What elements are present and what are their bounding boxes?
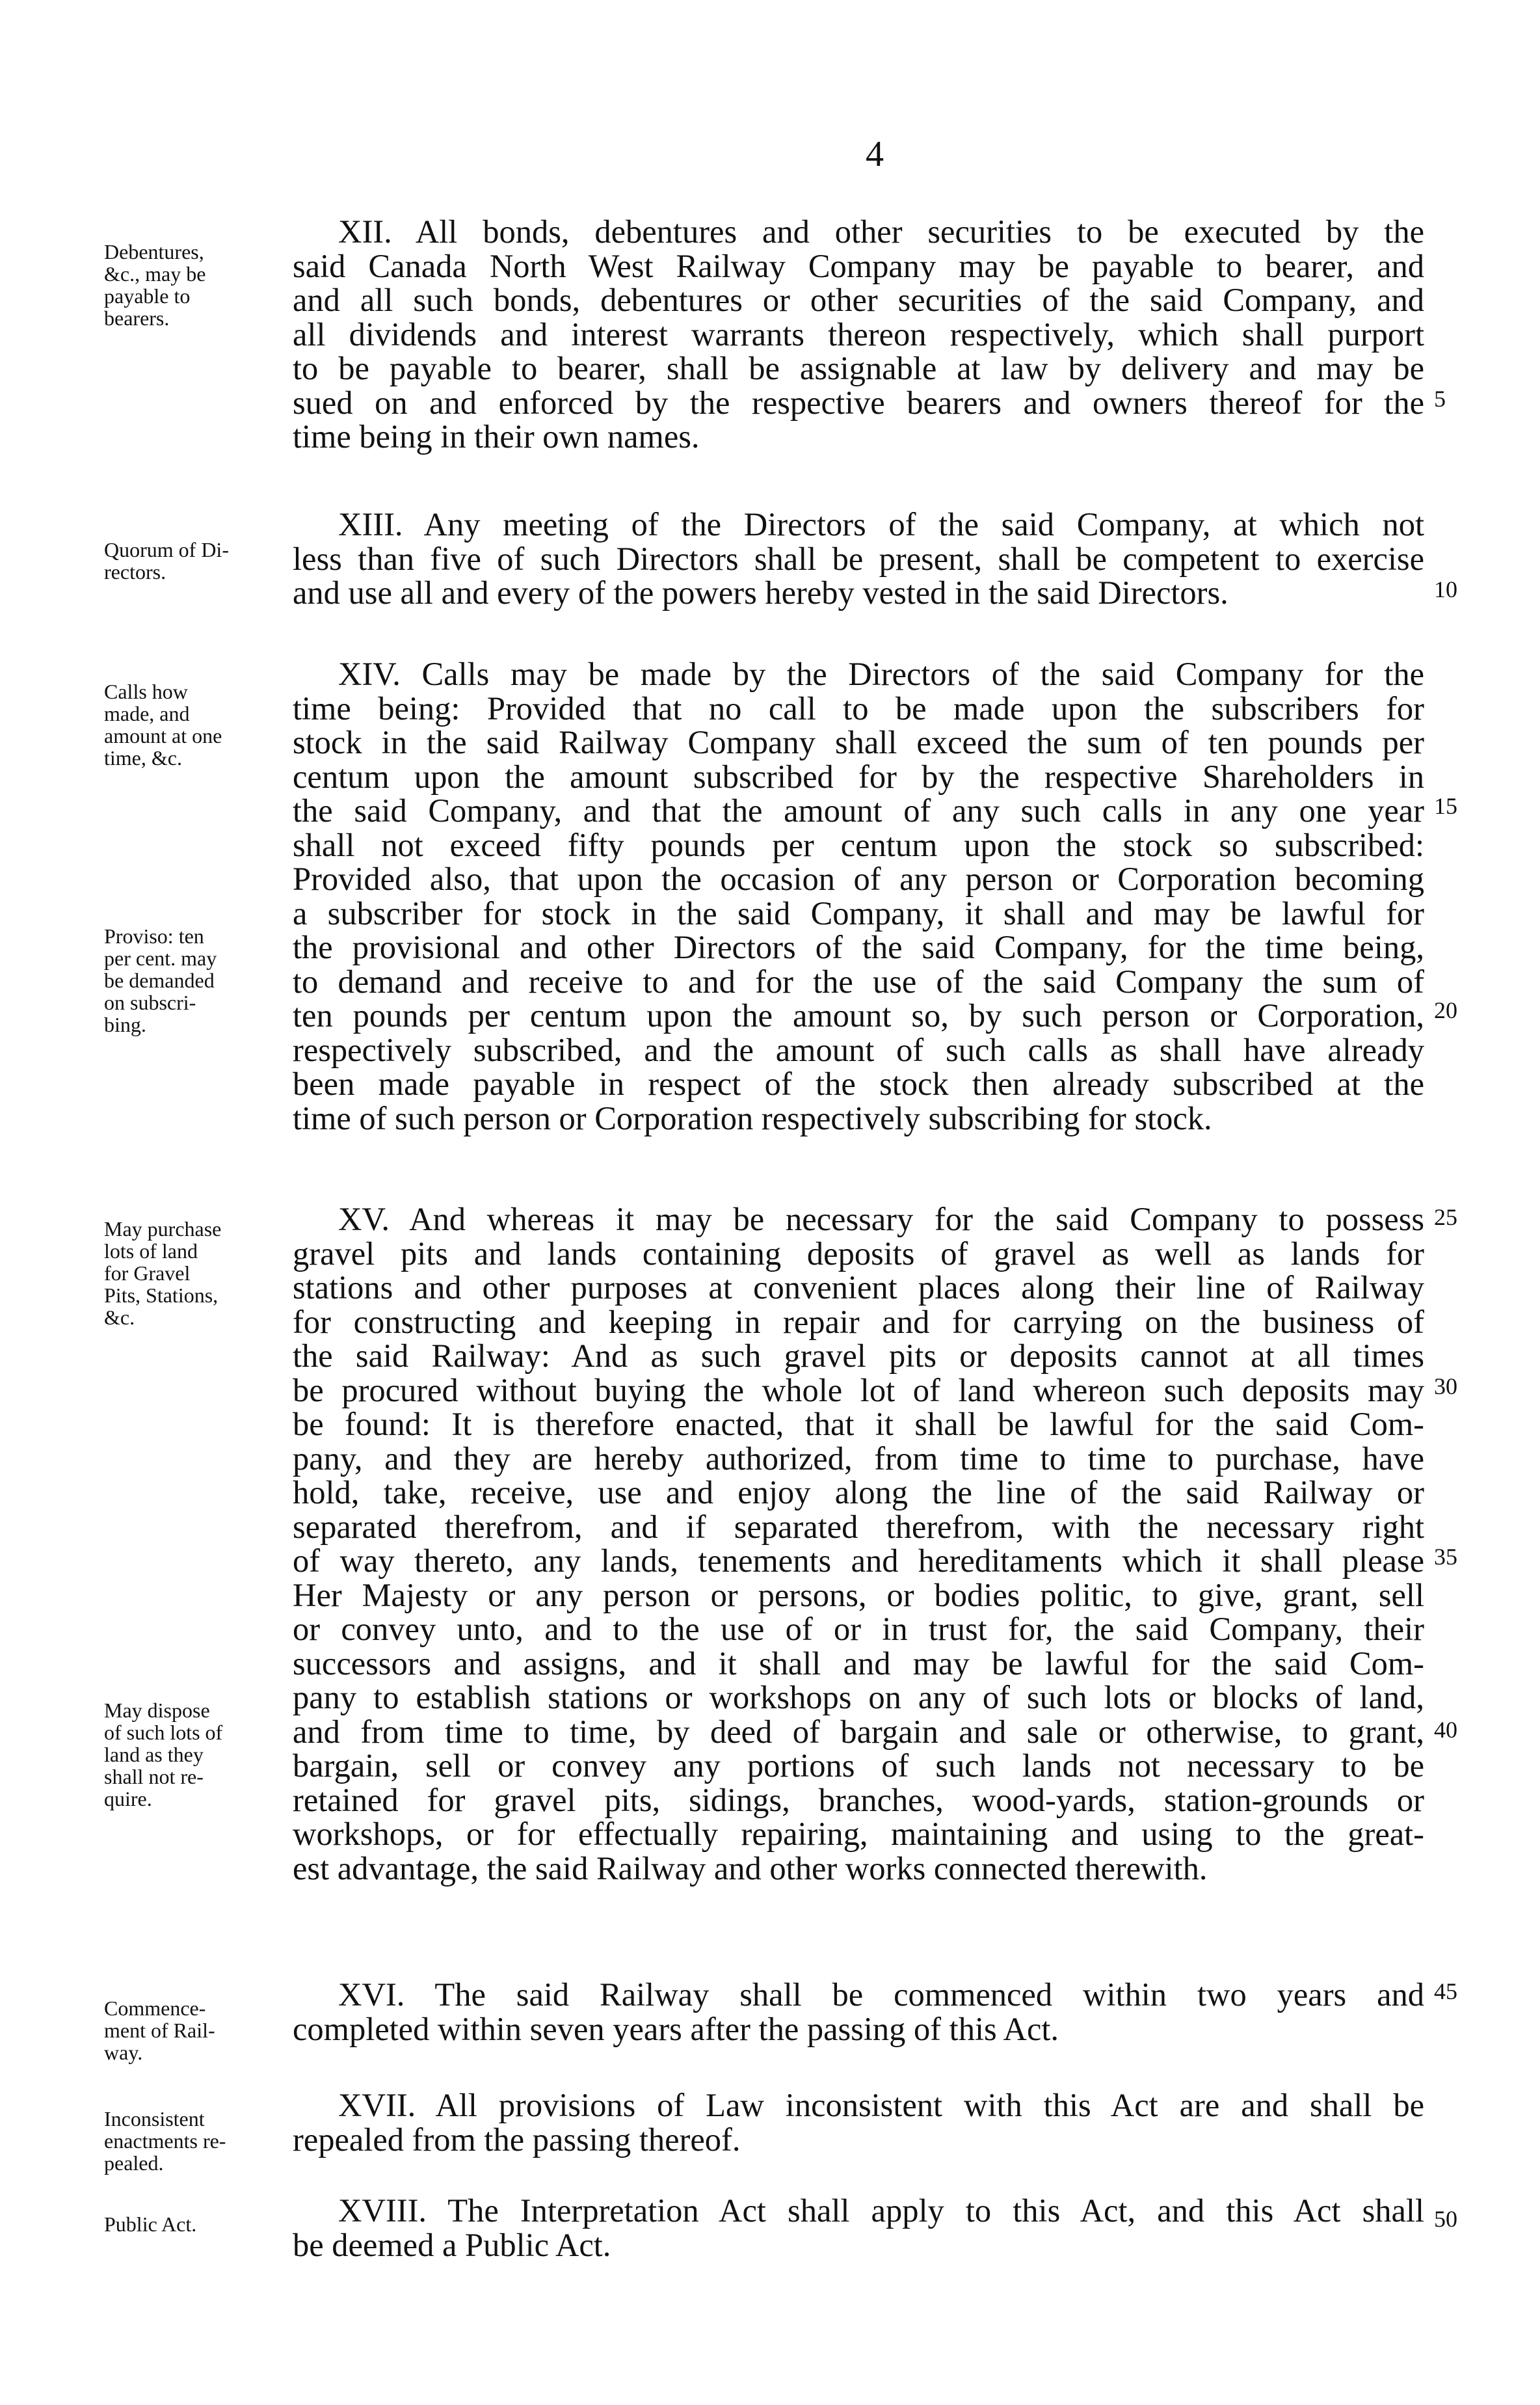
text-line: XIII. Any meeting of the Directors of the said Company, at which not bbox=[338, 506, 1424, 543]
margin-note-line: be demanded bbox=[104, 969, 215, 992]
margin-note-line: on subscri- bbox=[104, 991, 196, 1014]
text-line: pany, and they are hereby authorized, from time to time to purchase, have bbox=[293, 1440, 1424, 1477]
margin-note-line: made, and bbox=[104, 702, 190, 725]
margin-note-line: payable to bbox=[104, 284, 191, 308]
margin-note-quorum bbox=[104, 539, 289, 583]
text-line: be found: It is therefore enacted, that it shall be lawful for the said Com- bbox=[293, 1406, 1424, 1442]
text-line: and all such bonds, debentures or other securities of the said Company, and bbox=[293, 282, 1424, 318]
line-number: 35 bbox=[1434, 1544, 1457, 1570]
text-line: to be payable to bearer, shall be assignable at law by delivery and may be bbox=[293, 350, 1424, 386]
line-number: 40 bbox=[1434, 1717, 1457, 1743]
margin-note-calls bbox=[104, 680, 289, 769]
text-line: XII. All bonds, debentures and other securities to be executed by the bbox=[338, 213, 1424, 250]
text-line: shall not exceed fifty pounds per centum upon the stock so subscribed: bbox=[293, 826, 1424, 863]
text-line: Provided also, that upon the occasion of any person or Corporation becoming bbox=[293, 861, 1424, 897]
text-line: hold, take, receive, use and enjoy along the line of the said Railway or bbox=[293, 1474, 1424, 1511]
text-line: to demand and receive to and for the use of the said Company the sum of bbox=[293, 963, 1424, 1000]
section-xvi bbox=[293, 1978, 1424, 2046]
margin-note-line: May dispose bbox=[104, 1699, 210, 1722]
text-line: pany to establish stations or workshops on any of such lots or blocks of land, bbox=[293, 1679, 1424, 1715]
margin-note-line: bing. bbox=[104, 1013, 146, 1036]
margin-note-line: Calls how bbox=[104, 680, 188, 703]
margin-note-line: bearers. bbox=[104, 306, 170, 330]
text-line: be procured without buying the whole lot of land whereon such deposits may bbox=[293, 1371, 1424, 1408]
margin-note-line: of such lots of bbox=[104, 1721, 223, 1744]
text-line: be deemed a Public Act. bbox=[293, 2226, 611, 2263]
margin-note-line: Quorum of Di- bbox=[104, 538, 229, 561]
line-number: 10 bbox=[1434, 576, 1457, 602]
page-number: 4 bbox=[866, 134, 884, 174]
text-line: centum upon the amount subscribed for by the respective Shareholders in bbox=[293, 758, 1424, 795]
margin-note-line: &c., may be bbox=[104, 262, 206, 286]
text-line: of way thereto, any lands, tenements and hereditaments which it shall please bbox=[293, 1542, 1424, 1579]
margin-note-line: for Gravel bbox=[104, 1261, 191, 1285]
section-xvii bbox=[293, 2088, 1424, 2156]
section-xviii bbox=[293, 2194, 1424, 2262]
line-number: 5 bbox=[1434, 386, 1446, 412]
margin-note-line: enactments re- bbox=[104, 2129, 226, 2153]
section-xii bbox=[293, 215, 1424, 454]
margin-note-line: quire. bbox=[104, 1787, 152, 1810]
section-xv bbox=[293, 1202, 1424, 1885]
margin-note-line: &c. bbox=[104, 1306, 135, 1329]
line-number: 30 bbox=[1434, 1373, 1457, 1399]
text-line: XVIII. The Interpretation Act shall apply to this Act, and this Act shall bbox=[338, 2192, 1424, 2229]
text-line: respectively subscribed, and the amount of such calls as shall have already bbox=[293, 1031, 1424, 1068]
margin-note-line: shall not re- bbox=[104, 1765, 204, 1788]
margin-note-dispose bbox=[104, 1699, 289, 1810]
margin-note-public-act bbox=[104, 2213, 289, 2235]
text-line: the said Railway: And as such gravel pits or deposits cannot at all times bbox=[293, 1337, 1424, 1374]
margin-note-purchase bbox=[104, 1218, 289, 1328]
margin-note-line: Debentures, bbox=[104, 240, 204, 263]
text-line: stock in the said Railway Company shall exceed the sum of ten pounds per bbox=[293, 724, 1424, 760]
text-line: XIV. Calls may be made by the Directors of the said Company for the bbox=[338, 656, 1424, 692]
margin-note-line: amount at one bbox=[104, 724, 222, 747]
text-line: stations and other purposes at convenient places along their line of Railway bbox=[293, 1269, 1424, 1306]
margin-note-line: per cent. may bbox=[104, 947, 217, 970]
text-line: gravel pits and lands containing deposits of gravel as well as lands for bbox=[293, 1235, 1424, 1272]
margin-note-line: time, &c. bbox=[104, 746, 182, 770]
text-line: est advantage, the said Railway and other works connected therewith. bbox=[293, 1849, 1208, 1887]
text-line: completed within seven years after the passing of this Act. bbox=[293, 2010, 1059, 2047]
text-line: been made payable in respect of the stock then already subscribed at the bbox=[293, 1066, 1424, 1102]
margin-note-line: Proviso: ten bbox=[104, 924, 204, 948]
text-line: time of such person or Corporation respectively subscribing for stock. bbox=[293, 1099, 1212, 1136]
text-line: separated therefrom, and if separated therefrom, with the necessary right bbox=[293, 1508, 1424, 1545]
section-xiv bbox=[293, 657, 1424, 1135]
text-line: XV. And whereas it may be necessary for the said Company to possess bbox=[338, 1201, 1424, 1237]
margin-note-commencement bbox=[104, 1997, 289, 2063]
line-number: 20 bbox=[1434, 997, 1457, 1023]
margin-note-inconsistent bbox=[104, 2108, 289, 2174]
text-line: said Canada North West Railway Company may be payable to bearer, and bbox=[293, 247, 1424, 284]
text-line: ten pounds per centum upon the amount so, by such person or Corporation, bbox=[293, 997, 1424, 1034]
text-line: and use all and every of the powers hereby vested in the said Directors. bbox=[293, 574, 1228, 611]
text-line: retained for gravel pits, sidings, branches, wood-yards, station-grounds or bbox=[293, 1781, 1424, 1818]
text-line: bargain, sell or convey any portions of such lands not necessary to be bbox=[293, 1747, 1424, 1784]
text-line: for constructing and keeping in repair and for carrying on the business of bbox=[293, 1303, 1424, 1340]
margin-note-proviso bbox=[104, 925, 289, 1036]
section-xiii bbox=[293, 507, 1424, 610]
margin-note-line: way. bbox=[104, 2041, 143, 2064]
text-line: time being: Provided that no call to be made upon the subscribers for bbox=[293, 690, 1424, 727]
line-number: 15 bbox=[1434, 793, 1457, 819]
text-line: or convey unto, and to the use of or in trust for, the said Company, their bbox=[293, 1611, 1424, 1647]
text-line: Her Majesty or any person or persons, or bodies politic, to give, grant, sell bbox=[293, 1576, 1424, 1613]
margin-note-line: Inconsistent bbox=[104, 2107, 205, 2130]
margin-note-line: Public Act. bbox=[104, 2212, 197, 2236]
text-line: sued on and enforced by the respective bearers and owners thereof for the bbox=[293, 384, 1424, 421]
margin-note-line: lots of land bbox=[104, 1239, 198, 1263]
margin-note-line: pealed. bbox=[104, 2151, 164, 2175]
text-line: successors and assigns, and it shall and may be lawful for the said Com- bbox=[293, 1645, 1424, 1682]
text-line: repealed from the passing thereof. bbox=[293, 2121, 741, 2158]
text-line: a subscriber for stock in the said Company, it shall and may be lawful for bbox=[293, 894, 1424, 932]
margin-note-line: rectors. bbox=[104, 560, 166, 584]
line-number: 50 bbox=[1434, 2206, 1457, 2232]
text-line: and from time to time, by deed of bargain and sale or otherwise, to grant, bbox=[293, 1713, 1424, 1750]
margin-note-line: ment of Rail- bbox=[104, 2019, 215, 2042]
margin-note-line: land as they bbox=[104, 1743, 204, 1766]
text-line: XVII. All provisions of Law inconsistent with this Act are and shall be bbox=[338, 2087, 1424, 2123]
text-line: XVI. The said Railway shall be commenced within two years and bbox=[338, 1976, 1424, 2013]
text-line: all dividends and interest warrants thereon respectively, which shall purport bbox=[293, 316, 1424, 353]
margin-note-debentures bbox=[104, 241, 289, 329]
margin-note-line: Commence- bbox=[104, 1996, 206, 2020]
text-line: the provisional and other Directors of the said Company, for the time being, bbox=[293, 929, 1424, 965]
line-number: 25 bbox=[1434, 1204, 1457, 1230]
text-line: workshops, or for effectually repairing, maintaining and using to the great- bbox=[293, 1816, 1424, 1852]
text-line: the said Company, and that the amount of any such calls in any one year bbox=[293, 792, 1424, 829]
line-number: 45 bbox=[1434, 1978, 1457, 2004]
text-line: less than five of such Directors shall be present, shall be competent to exercise bbox=[293, 540, 1424, 577]
margin-note-line: Pits, Stations, bbox=[104, 1283, 219, 1307]
margin-note-line: May purchase bbox=[104, 1217, 222, 1241]
text-line: time being in their own names. bbox=[293, 418, 700, 455]
